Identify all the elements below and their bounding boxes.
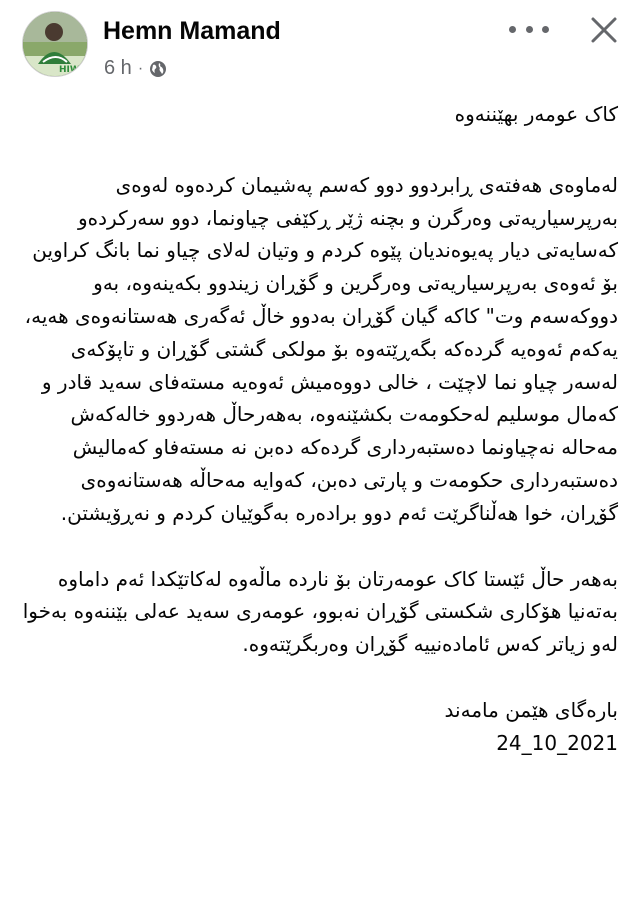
post-meta: [104, 57, 167, 80]
author-name[interactable]: Hemn Mamand: [103, 17, 281, 45]
more-dot-icon: [542, 26, 549, 33]
post-greeting: کاک عومەر بهێننەوە: [454, 102, 618, 126]
close-icon: [588, 14, 620, 46]
globe-icon[interactable]: [149, 60, 167, 78]
close-button[interactable]: [588, 14, 620, 46]
more-dot-icon: [526, 26, 533, 33]
post-body: [18, 88, 618, 760]
svg-text:HIWA: HIWA: [59, 65, 87, 75]
more-options-button[interactable]: [509, 19, 549, 39]
post-paragraph: بەهەر حاڵ ئێستا کاک عومەرتان بۆ ناردە ماڵەوە لەکاتێکدا ئەم داماوە بەتەنیا هۆکاری شکستی گۆڕان نەبوو، عومەری سەید عەلی بێننەوە بەخوا لەو زیاتر کەس ئامادەنییە گۆڕان وەربگرێتەوە.: [22, 566, 618, 657]
more-dot-icon: [509, 26, 516, 33]
post-signature: بارەگای هێمن مامەند: [444, 697, 618, 722]
meta-separator: ·: [137, 59, 144, 77]
post-header: [0, 0, 640, 92]
post-date: 24_10_2021: [496, 730, 618, 755]
author-avatar[interactable]: [22, 11, 88, 77]
post-paragraph: لەماوەی هەفتەی ڕابردوو دوو کەسم پەشیمان کردەوە لەوەی بەرپرسیاریەتی وەرگرن و بچنە ژێر ڕکێفی چیاونما، دوو سەرکردەو کەسایەتی دیار پەیوەندیان پێوە کردم و وتیان لەلای چیاو نما بانگ کراوین بۆ ئەوەی بەرپرسیاریەتی وەرگرین و گۆڕان زیندوو بکەینەوە، بەو دووکەسەم وت" کاکە گیان گۆڕان بەدوو خاڵ ئەگەری هەستانەوەی هەیە، یەکەم ئەوەیە گردەکە بگەڕێتەوە بۆ مولکی گشتی گۆڕان و تاپۆکەی لەسەر چیاو نما لاچێت ، خالی دووەمیش ئەوەیە مستەفای سەید قادر و کەمال موسلیم لەحکومەت بکشێنەوە، بەهەرحاڵ هەردوو خالەکەش مەحالە نەچیاونما دەستبەرداری گردەکە دەبن نە مستەفاو کەمالیش دەستبەرداری حکومەت و پارتی دەبن، کەوایە مەحاڵە هەستانەوەی گۆڕان، خوا هەڵناگرێت ئەم دوو برادەرە بەگوێیان کردم و نەڕۆیشتن.: [24, 172, 618, 525]
post-time[interactable]: 6 h: [104, 57, 132, 79]
